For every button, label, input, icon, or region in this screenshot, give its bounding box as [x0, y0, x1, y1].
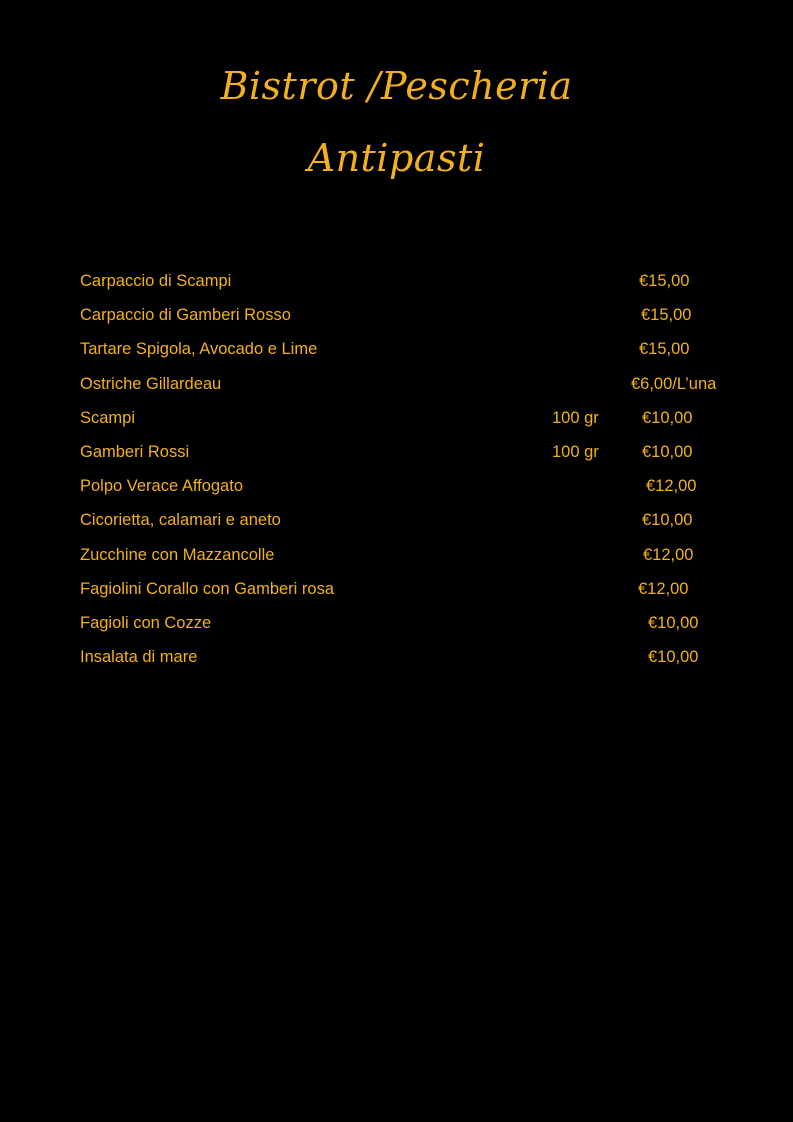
menu-item-price: €12,00 — [638, 579, 689, 598]
menu-item — [0, 546, 793, 580]
menu-item-price: €10,00 — [642, 511, 693, 530]
menu-item-name: Carpaccio di Scampi — [80, 272, 232, 290]
menu-item-quantity: 100 gr — [552, 408, 599, 427]
menu-list — [0, 272, 793, 682]
menu-item — [0, 272, 793, 306]
menu-item-price: €12,00 — [643, 545, 694, 564]
menu-item — [0, 306, 793, 340]
menu-item — [0, 511, 793, 545]
menu-item-name: Carpaccio di Gamberi Rosso — [80, 306, 291, 325]
menu-item-name: Fagiolini Corallo con Gamberi rosa — [80, 579, 335, 598]
menu-item-name: Tartare Spigola, Avocado e Lime — [80, 340, 318, 359]
menu-item-price: €15,00 — [639, 272, 690, 290]
menu-item — [0, 614, 793, 648]
menu-item-name: Fagioli con Cozze — [80, 613, 212, 632]
menu-item-price: €10,00 — [642, 408, 693, 427]
menu-item-name: Gamberi Rossi — [80, 442, 190, 461]
menu-item-name: Zucchine con Mazzancolle — [80, 545, 275, 564]
menu-item — [0, 648, 793, 682]
menu-item — [0, 375, 793, 409]
menu-item — [0, 477, 793, 511]
menu-item — [0, 580, 793, 614]
menu-item — [0, 409, 793, 443]
menu-item-price: €15,00 — [639, 340, 690, 359]
section-title: Antipasti — [307, 136, 486, 180]
menu-item-price: €6,00/L’una — [631, 374, 717, 393]
menu-item — [0, 443, 793, 477]
menu-item-price: €10,00 — [642, 442, 693, 461]
page-title: Bistrot /Pescheria — [220, 64, 573, 108]
menu-item-name: Insalata di mare — [80, 648, 198, 667]
menu-item-price: €10,00 — [648, 613, 699, 632]
menu-item-name: Polpo Verace Affogato — [80, 477, 243, 496]
menu-item-name: Ostriche Gillardeau — [80, 374, 222, 393]
menu-item-name: Cicorietta, calamari e aneto — [80, 511, 281, 530]
menu-item — [0, 340, 793, 374]
menu-item-price: €15,00 — [641, 306, 692, 325]
menu-item-quantity: 100 gr — [552, 442, 599, 461]
menu-item-price: €12,00 — [646, 477, 697, 496]
menu-item-name: Scampi — [80, 408, 136, 427]
menu-item-price: €10,00 — [648, 648, 699, 667]
